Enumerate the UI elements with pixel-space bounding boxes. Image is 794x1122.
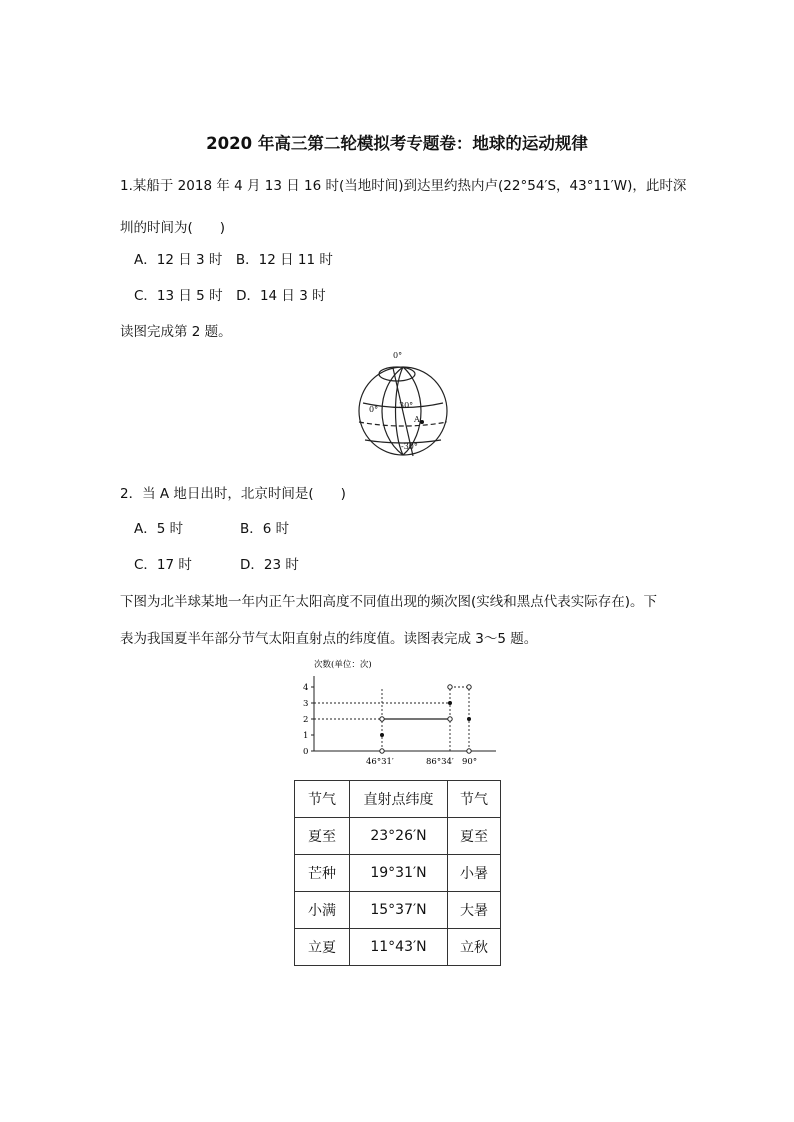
table-cell: 芒种: [295, 855, 350, 892]
open-point: [448, 717, 452, 721]
y-tick-label: 2: [303, 715, 309, 725]
table-cell: 直射点纬度: [350, 781, 448, 818]
table-cell: 立秋: [448, 929, 501, 966]
q1-stem-line2: 圳的时间为( ): [120, 220, 226, 236]
filled-point: [448, 701, 452, 705]
table-cell: 23°26′N: [350, 818, 448, 855]
x-tick-label: 46°31′: [366, 757, 394, 767]
q1-options-row2: C．13 日 5 时 D．14 日 3 时: [134, 288, 326, 304]
table-row: [295, 892, 501, 929]
q2-stem: 2．当 A 地日出时，北京时间是( ): [120, 486, 346, 502]
globe-figure: [355, 348, 455, 466]
label-30n: 30°: [399, 401, 414, 410]
q2-option-d: D．23 时: [240, 557, 299, 573]
table-cell: 夏至: [448, 818, 501, 855]
table-row: [295, 818, 501, 855]
label-a: A: [414, 415, 420, 424]
table-row: [295, 855, 501, 892]
open-point: [467, 749, 471, 753]
table-header-row: [295, 781, 501, 818]
label-30s: -30°: [401, 442, 418, 451]
y-tick-label: 0: [303, 747, 309, 757]
q2-option-a: A．5 时: [134, 521, 184, 537]
table-cell: 节气: [295, 781, 350, 818]
q1-options-row1: A．12 日 3 时 B．12 日 11 时: [134, 252, 333, 268]
q3-intro-line1: 下图为北半球某地一年内正午太阳高度不同值出现的频次图(实线和黑点代表实际存在)。下: [120, 594, 658, 610]
table-cell: 19°31′N: [350, 855, 448, 892]
table-cell: 小满: [295, 892, 350, 929]
y-tick-label: 4: [303, 683, 309, 693]
solar-terms-table: [294, 780, 501, 966]
table-row: [295, 929, 501, 966]
table-cell: 15°37′N: [350, 892, 448, 929]
frequency-chart: [296, 656, 508, 770]
open-point: [380, 749, 384, 753]
filled-point: [380, 733, 384, 737]
table-cell: 夏至: [295, 818, 350, 855]
q2-option-c: C．17 时: [134, 557, 192, 573]
x-tick-label: 86°34′: [426, 757, 454, 767]
open-point: [467, 685, 471, 689]
q1-stem-line1: 1.某船于 2018 年 4 月 13 日 16 时(当地时间)到达里约热内卢(22°54′S，43°11′W)，此时深: [120, 178, 687, 194]
chart-ylabel: 次数(单位：次): [314, 660, 372, 670]
table-cell: 小暑: [448, 855, 501, 892]
y-tick-label: 3: [303, 699, 309, 709]
open-point: [448, 685, 452, 689]
q2-option-b: B．6 时: [240, 521, 290, 537]
open-point: [380, 717, 384, 721]
filled-point: [467, 717, 471, 721]
label-left-0: 0°: [369, 405, 379, 414]
y-tick-label: 1: [303, 731, 309, 741]
table-cell: 立夏: [295, 929, 350, 966]
table-cell: 11°43′N: [350, 929, 448, 966]
table-cell: 节气: [448, 781, 501, 818]
q2-intro: 读图完成第 2 题。: [120, 324, 232, 340]
page-title: 2020 年高三第二轮模拟考专题卷：地球的运动规律: [206, 134, 588, 153]
equator: [359, 422, 447, 426]
label-top-0: 0°: [393, 351, 403, 360]
point-a-dot: [420, 420, 424, 424]
table-cell: 大暑: [448, 892, 501, 929]
q3-intro-line2: 表为我国夏半年部分节气太阳直射点的纬度值。读图表完成 3～5 题。: [120, 631, 538, 647]
x-tick-label: 90°: [462, 757, 478, 767]
